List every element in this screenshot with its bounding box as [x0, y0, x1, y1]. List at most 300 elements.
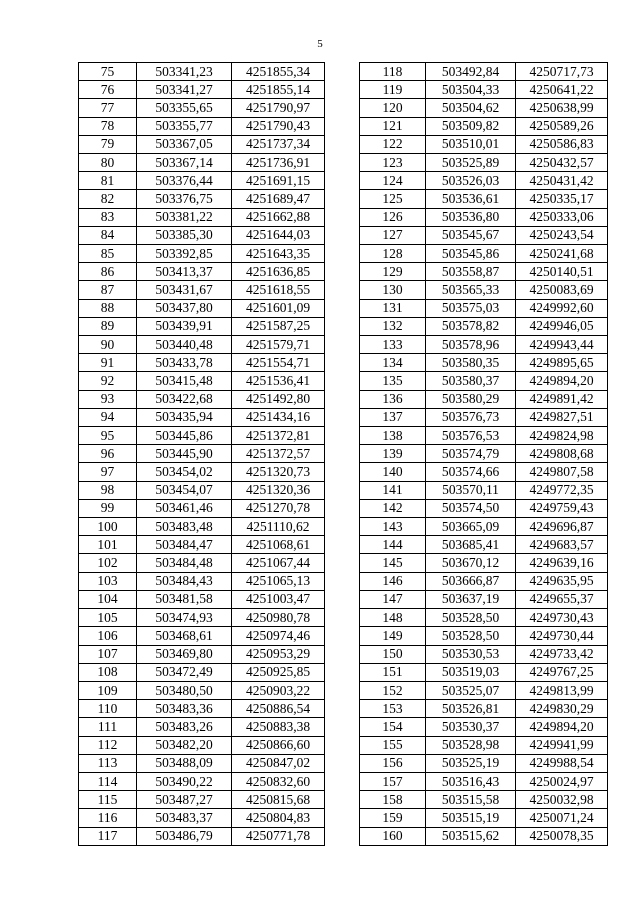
x-coordinate-cell: 503483,37: [137, 809, 232, 827]
y-coordinate-cell: 4251065,13: [232, 572, 325, 590]
y-coordinate-cell: 4249808,68: [516, 445, 608, 463]
x-coordinate-cell: 503355,65: [137, 99, 232, 117]
x-coordinate-cell: 503474,93: [137, 609, 232, 627]
point-number-cell: 129: [360, 263, 426, 281]
y-coordinate-cell: 4249895,65: [516, 354, 608, 372]
y-coordinate-cell: 4251434,16: [232, 408, 325, 426]
table-row: [360, 481, 608, 499]
y-coordinate-cell: 4251372,81: [232, 427, 325, 445]
table-row: [360, 791, 608, 809]
y-coordinate-cell: 4251790,97: [232, 99, 325, 117]
x-coordinate-cell: 503528,98: [426, 736, 516, 754]
point-number-cell: 97: [79, 463, 137, 481]
table-row: [79, 481, 325, 499]
point-number-cell: 160: [360, 827, 426, 845]
x-coordinate-cell: 503526,81: [426, 700, 516, 718]
table-row: [79, 99, 325, 117]
table-row: [360, 81, 608, 99]
y-coordinate-cell: 4249683,57: [516, 536, 608, 554]
y-coordinate-cell: 4249639,16: [516, 554, 608, 572]
x-coordinate-cell: 503376,75: [137, 190, 232, 208]
y-coordinate-cell: 4250883,38: [232, 718, 325, 736]
table-row: [360, 190, 608, 208]
x-coordinate-cell: 503439,91: [137, 317, 232, 335]
table-row: [360, 63, 608, 81]
point-number-cell: 102: [79, 554, 137, 572]
x-coordinate-cell: 503515,19: [426, 809, 516, 827]
y-coordinate-cell: 4250974,46: [232, 627, 325, 645]
x-coordinate-cell: 503526,03: [426, 172, 516, 190]
table-row: [79, 354, 325, 372]
x-coordinate-cell: 503509,82: [426, 117, 516, 135]
y-coordinate-cell: 4250589,26: [516, 117, 608, 135]
table-row: [79, 190, 325, 208]
y-coordinate-cell: 4251110,62: [232, 518, 325, 536]
table-row: [79, 372, 325, 390]
table-row: [360, 135, 608, 153]
x-coordinate-cell: 503515,62: [426, 827, 516, 845]
y-coordinate-cell: 4251691,15: [232, 172, 325, 190]
table-row: [79, 226, 325, 244]
x-coordinate-cell: 503525,07: [426, 681, 516, 699]
x-coordinate-cell: 503482,20: [137, 736, 232, 754]
x-coordinate-cell: 503437,80: [137, 299, 232, 317]
x-coordinate-cell: 503445,90: [137, 445, 232, 463]
point-number-cell: 77: [79, 99, 137, 117]
x-coordinate-cell: 503483,36: [137, 700, 232, 718]
table-row: [360, 536, 608, 554]
y-coordinate-cell: 4250641,22: [516, 81, 608, 99]
table-row: [360, 245, 608, 263]
table-row: [79, 245, 325, 263]
point-number-cell: 75: [79, 63, 137, 81]
y-coordinate-cell: 4251554,71: [232, 354, 325, 372]
x-coordinate-cell: 503484,47: [137, 536, 232, 554]
page-number: 5: [317, 38, 323, 50]
point-number-cell: 153: [360, 700, 426, 718]
table-row: [360, 172, 608, 190]
table-row: [79, 445, 325, 463]
table-body-right: [360, 63, 608, 846]
point-number-cell: 100: [79, 518, 137, 536]
x-coordinate-cell: 503415,48: [137, 372, 232, 390]
x-coordinate-cell: 503528,50: [426, 609, 516, 627]
x-coordinate-cell: 503516,43: [426, 772, 516, 790]
table-row: [360, 499, 608, 517]
x-coordinate-cell: 503445,86: [137, 427, 232, 445]
y-coordinate-cell: 4251855,34: [232, 63, 325, 81]
y-coordinate-cell: 4251855,14: [232, 81, 325, 99]
table-row: [360, 772, 608, 790]
table-row: [360, 117, 608, 135]
table-row: [79, 263, 325, 281]
y-coordinate-cell: 4249827,51: [516, 408, 608, 426]
point-number-cell: 144: [360, 536, 426, 554]
point-number-cell: 87: [79, 281, 137, 299]
x-coordinate-cell: 503481,58: [137, 590, 232, 608]
table-row: [79, 554, 325, 572]
y-coordinate-cell: 4251068,61: [232, 536, 325, 554]
point-number-cell: 123: [360, 154, 426, 172]
y-coordinate-cell: 4250431,42: [516, 172, 608, 190]
x-coordinate-cell: 503525,89: [426, 154, 516, 172]
point-number-cell: 128: [360, 245, 426, 263]
x-coordinate-cell: 503454,07: [137, 481, 232, 499]
x-coordinate-cell: 503492,84: [426, 63, 516, 81]
point-number-cell: 121: [360, 117, 426, 135]
y-coordinate-cell: 4251601,09: [232, 299, 325, 317]
x-coordinate-cell: 503576,53: [426, 427, 516, 445]
x-coordinate-cell: 503504,33: [426, 81, 516, 99]
y-coordinate-cell: 4250432,57: [516, 154, 608, 172]
y-coordinate-cell: 4251320,36: [232, 481, 325, 499]
table-row: [79, 736, 325, 754]
point-number-cell: 141: [360, 481, 426, 499]
x-coordinate-cell: 503545,86: [426, 245, 516, 263]
point-number-cell: 134: [360, 354, 426, 372]
point-number-cell: 112: [79, 736, 137, 754]
x-coordinate-cell: 503484,43: [137, 572, 232, 590]
table-row: [79, 154, 325, 172]
x-coordinate-cell: 503637,19: [426, 590, 516, 608]
point-number-cell: 80: [79, 154, 137, 172]
table-row: [79, 609, 325, 627]
x-coordinate-cell: 503440,48: [137, 336, 232, 354]
table-row: [360, 718, 608, 736]
y-coordinate-cell: 4251579,71: [232, 336, 325, 354]
y-coordinate-cell: 4251643,35: [232, 245, 325, 263]
table-row: [79, 117, 325, 135]
y-coordinate-cell: 4251790,43: [232, 117, 325, 135]
y-coordinate-cell: 4250717,73: [516, 63, 608, 81]
coordinates-table-left: [78, 62, 325, 846]
y-coordinate-cell: 4250771,78: [232, 827, 325, 845]
y-coordinate-cell: 4251636,85: [232, 263, 325, 281]
x-coordinate-cell: 503558,87: [426, 263, 516, 281]
point-number-cell: 137: [360, 408, 426, 426]
y-coordinate-cell: 4249813,99: [516, 681, 608, 699]
point-number-cell: 146: [360, 572, 426, 590]
point-number-cell: 85: [79, 245, 137, 263]
point-number-cell: 118: [360, 63, 426, 81]
point-number-cell: 94: [79, 408, 137, 426]
y-coordinate-cell: 4250886,54: [232, 700, 325, 718]
table-row: [79, 299, 325, 317]
point-number-cell: 81: [79, 172, 137, 190]
y-coordinate-cell: 4251736,91: [232, 154, 325, 172]
x-coordinate-cell: 503570,11: [426, 481, 516, 499]
x-coordinate-cell: 503367,05: [137, 135, 232, 153]
table-row: [79, 208, 325, 226]
point-number-cell: 93: [79, 390, 137, 408]
table-row: [79, 700, 325, 718]
point-number-cell: 96: [79, 445, 137, 463]
y-coordinate-cell: 4249635,95: [516, 572, 608, 590]
y-coordinate-cell: 4251492,80: [232, 390, 325, 408]
table-row: [79, 172, 325, 190]
table-row: [360, 281, 608, 299]
y-coordinate-cell: 4250024,97: [516, 772, 608, 790]
x-coordinate-cell: 503355,77: [137, 117, 232, 135]
table-row: [360, 590, 608, 608]
point-number-cell: 135: [360, 372, 426, 390]
y-coordinate-cell: 4250083,69: [516, 281, 608, 299]
x-coordinate-cell: 503574,66: [426, 463, 516, 481]
y-coordinate-cell: 4250804,83: [232, 809, 325, 827]
y-coordinate-cell: 4250586,83: [516, 135, 608, 153]
table-row: [79, 663, 325, 681]
point-number-cell: 84: [79, 226, 137, 244]
table-row: [79, 754, 325, 772]
x-coordinate-cell: 503468,61: [137, 627, 232, 645]
point-number-cell: 90: [79, 336, 137, 354]
x-coordinate-cell: 503469,80: [137, 645, 232, 663]
point-number-cell: 136: [360, 390, 426, 408]
y-coordinate-cell: 4251689,47: [232, 190, 325, 208]
table-row: [360, 518, 608, 536]
y-coordinate-cell: 4249730,43: [516, 609, 608, 627]
y-coordinate-cell: 4249824,98: [516, 427, 608, 445]
table-row: [360, 445, 608, 463]
table-row: [79, 791, 325, 809]
table-row: [360, 700, 608, 718]
table-row: [360, 154, 608, 172]
point-number-cell: 108: [79, 663, 137, 681]
table-row: [360, 354, 608, 372]
point-number-cell: 98: [79, 481, 137, 499]
x-coordinate-cell: 503392,85: [137, 245, 232, 263]
x-coordinate-cell: 503472,49: [137, 663, 232, 681]
x-coordinate-cell: 503580,37: [426, 372, 516, 390]
y-coordinate-cell: 4251067,44: [232, 554, 325, 572]
table-row: [360, 663, 608, 681]
y-coordinate-cell: 4250980,78: [232, 609, 325, 627]
point-number-cell: 104: [79, 590, 137, 608]
y-coordinate-cell: 4250071,24: [516, 809, 608, 827]
point-number-cell: 101: [79, 536, 137, 554]
table-row: [360, 809, 608, 827]
point-number-cell: 122: [360, 135, 426, 153]
table-row: [360, 754, 608, 772]
y-coordinate-cell: 4251536,41: [232, 372, 325, 390]
table-row: [79, 827, 325, 845]
table-row: [79, 718, 325, 736]
table-row: [360, 736, 608, 754]
table-row: [360, 317, 608, 335]
x-coordinate-cell: 503530,53: [426, 645, 516, 663]
y-coordinate-cell: 4249733,42: [516, 645, 608, 663]
x-coordinate-cell: 503666,87: [426, 572, 516, 590]
x-coordinate-cell: 503525,19: [426, 754, 516, 772]
x-coordinate-cell: 503519,03: [426, 663, 516, 681]
x-coordinate-cell: 503578,82: [426, 317, 516, 335]
x-coordinate-cell: 503575,03: [426, 299, 516, 317]
x-coordinate-cell: 503454,02: [137, 463, 232, 481]
x-coordinate-cell: 503413,37: [137, 263, 232, 281]
y-coordinate-cell: 4249946,05: [516, 317, 608, 335]
y-coordinate-cell: 4249894,20: [516, 718, 608, 736]
table-row: [360, 827, 608, 845]
table-row: [360, 554, 608, 572]
point-number-cell: 82: [79, 190, 137, 208]
point-number-cell: 149: [360, 627, 426, 645]
x-coordinate-cell: 503580,35: [426, 354, 516, 372]
point-number-cell: 139: [360, 445, 426, 463]
y-coordinate-cell: 4251618,55: [232, 281, 325, 299]
x-coordinate-cell: 503515,58: [426, 791, 516, 809]
table-row: [79, 590, 325, 608]
point-number-cell: 115: [79, 791, 137, 809]
point-number-cell: 78: [79, 117, 137, 135]
point-number-cell: 111: [79, 718, 137, 736]
y-coordinate-cell: 4250832,60: [232, 772, 325, 790]
point-number-cell: 150: [360, 645, 426, 663]
table-row: [360, 645, 608, 663]
table-row: [79, 536, 325, 554]
y-coordinate-cell: 4249767,25: [516, 663, 608, 681]
x-coordinate-cell: 503580,29: [426, 390, 516, 408]
x-coordinate-cell: 503433,78: [137, 354, 232, 372]
table-row: [79, 772, 325, 790]
y-coordinate-cell: 4249759,43: [516, 499, 608, 517]
point-number-cell: 131: [360, 299, 426, 317]
point-number-cell: 117: [79, 827, 137, 845]
y-coordinate-cell: 4249696,87: [516, 518, 608, 536]
point-number-cell: 107: [79, 645, 137, 663]
table-row: [360, 336, 608, 354]
point-number-cell: 89: [79, 317, 137, 335]
point-number-cell: 83: [79, 208, 137, 226]
x-coordinate-cell: 503576,73: [426, 408, 516, 426]
table-row: [79, 390, 325, 408]
table-row: [79, 427, 325, 445]
point-number-cell: 92: [79, 372, 137, 390]
x-coordinate-cell: 503670,12: [426, 554, 516, 572]
y-coordinate-cell: 4250335,17: [516, 190, 608, 208]
table-row: [79, 408, 325, 426]
x-coordinate-cell: 503461,46: [137, 499, 232, 517]
table-row: [360, 208, 608, 226]
y-coordinate-cell: 4249943,44: [516, 336, 608, 354]
table-row: [360, 463, 608, 481]
y-coordinate-cell: 4249941,99: [516, 736, 608, 754]
x-coordinate-cell: 503367,14: [137, 154, 232, 172]
point-number-cell: 113: [79, 754, 137, 772]
table-row: [79, 317, 325, 335]
table-row: [79, 518, 325, 536]
table-row: [79, 336, 325, 354]
table-row: [360, 627, 608, 645]
x-coordinate-cell: 503504,62: [426, 99, 516, 117]
x-coordinate-cell: 503341,23: [137, 63, 232, 81]
point-number-cell: 132: [360, 317, 426, 335]
table-row: [79, 645, 325, 663]
y-coordinate-cell: 4251372,57: [232, 445, 325, 463]
table-row: [79, 135, 325, 153]
x-coordinate-cell: 503530,37: [426, 718, 516, 736]
y-coordinate-cell: 4251737,34: [232, 135, 325, 153]
y-coordinate-cell: 4251644,03: [232, 226, 325, 244]
x-coordinate-cell: 503422,68: [137, 390, 232, 408]
point-number-cell: 152: [360, 681, 426, 699]
table-row: [360, 263, 608, 281]
table-body-left: [79, 63, 325, 846]
y-coordinate-cell: 4251003,47: [232, 590, 325, 608]
point-number-cell: 154: [360, 718, 426, 736]
table-row: [360, 572, 608, 590]
point-number-cell: 109: [79, 681, 137, 699]
x-coordinate-cell: 503545,67: [426, 226, 516, 244]
x-coordinate-cell: 503486,79: [137, 827, 232, 845]
x-coordinate-cell: 503341,27: [137, 81, 232, 99]
x-coordinate-cell: 503536,61: [426, 190, 516, 208]
table-row: [79, 572, 325, 590]
table-row: [79, 681, 325, 699]
x-coordinate-cell: 503484,48: [137, 554, 232, 572]
y-coordinate-cell: 4250078,35: [516, 827, 608, 845]
point-number-cell: 130: [360, 281, 426, 299]
y-coordinate-cell: 4250903,22: [232, 681, 325, 699]
point-number-cell: 147: [360, 590, 426, 608]
x-coordinate-cell: 503574,50: [426, 499, 516, 517]
point-number-cell: 155: [360, 736, 426, 754]
table-row: [79, 281, 325, 299]
y-coordinate-cell: 4250140,51: [516, 263, 608, 281]
point-number-cell: 159: [360, 809, 426, 827]
point-number-cell: 142: [360, 499, 426, 517]
point-number-cell: 105: [79, 609, 137, 627]
point-number-cell: 110: [79, 700, 137, 718]
y-coordinate-cell: 4249730,44: [516, 627, 608, 645]
y-coordinate-cell: 4251587,25: [232, 317, 325, 335]
point-number-cell: 106: [79, 627, 137, 645]
table-row: [360, 226, 608, 244]
x-coordinate-cell: 503483,48: [137, 518, 232, 536]
point-number-cell: 125: [360, 190, 426, 208]
y-coordinate-cell: 4250925,85: [232, 663, 325, 681]
table-row: [360, 99, 608, 117]
table-row: [360, 681, 608, 699]
point-number-cell: 76: [79, 81, 137, 99]
point-number-cell: 124: [360, 172, 426, 190]
y-coordinate-cell: 4250241,68: [516, 245, 608, 263]
point-number-cell: 127: [360, 226, 426, 244]
x-coordinate-cell: 503578,96: [426, 336, 516, 354]
table-row: [79, 499, 325, 517]
point-number-cell: 157: [360, 772, 426, 790]
table-row: [360, 299, 608, 317]
x-coordinate-cell: 503574,79: [426, 445, 516, 463]
point-number-cell: 79: [79, 135, 137, 153]
point-number-cell: 114: [79, 772, 137, 790]
table-row: [79, 627, 325, 645]
y-coordinate-cell: 4249772,35: [516, 481, 608, 499]
x-coordinate-cell: 503510,01: [426, 135, 516, 153]
point-number-cell: 148: [360, 609, 426, 627]
x-coordinate-cell: 503487,27: [137, 791, 232, 809]
point-number-cell: 95: [79, 427, 137, 445]
y-coordinate-cell: 4250815,68: [232, 791, 325, 809]
point-number-cell: 143: [360, 518, 426, 536]
table-row: [79, 63, 325, 81]
x-coordinate-cell: 503565,33: [426, 281, 516, 299]
coordinates-table-right: [359, 62, 608, 846]
y-coordinate-cell: 4250638,99: [516, 99, 608, 117]
x-coordinate-cell: 503536,80: [426, 208, 516, 226]
table-row: [360, 408, 608, 426]
point-number-cell: 120: [360, 99, 426, 117]
y-coordinate-cell: 4250032,98: [516, 791, 608, 809]
